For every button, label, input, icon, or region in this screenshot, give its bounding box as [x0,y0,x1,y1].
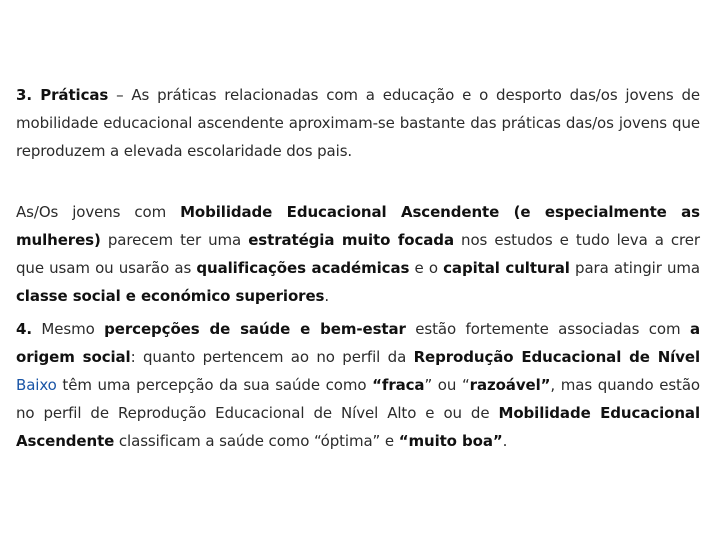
text-run-bold: Reprodução Educacional de Nível [413,348,701,366]
text-run-normal: classificam a saúde como “óptima” e [114,432,399,450]
text-run-normal: parecem ter uma [100,231,249,249]
text-run-bold: 3. Práticas [16,86,109,104]
text-run-normal: para atingir uma [569,259,701,277]
text-run-normal: As/Os jovens com [16,203,181,221]
paragraph-saude [16,315,700,455]
text-run-normal: . [324,287,330,305]
text-run-normal: – As práticas relacionadas com a educação e o desporto das/os jovens de mobilidade educacional ascendente aproximam-se bastante das práticas das/os jovens que reproduzem a elevada escolaridade dos pais. [16,86,700,160]
text-run-bold: “muito boa” [398,432,503,450]
text-run-normal: , mas quando estão no perfil de Reprodução Educacional de Nível Alto e ou de [16,376,700,422]
text-run-normal: : quanto pertencem ao no perfil da [130,348,414,366]
text-run-normal: ” ou “ [424,376,470,394]
text-run-normal: Mesmo [31,320,105,338]
text-run-bold: Mobilidade Educacional Ascendente [16,404,700,450]
text-run-bold: qualificações académicas [196,259,410,277]
text-run-bold: “fraca [372,376,425,394]
text-run-bold: estratégia muito focada [248,231,454,249]
text-run-normal: e o [409,259,444,277]
text-run-bold: classe social e económico superiores [16,287,325,305]
text-run-bold: razoável” [469,376,551,394]
text-run-blue: Baixo [16,376,57,394]
text-run-normal: estão fortemente associadas com [405,320,690,338]
paragraph-mobilidade [16,198,700,310]
text-run-bold: Mobilidade Educacional Ascendente (e especialmente as mulheres) [16,203,700,249]
paragraph-praticas [16,81,700,165]
text-run-bold: a origem social [16,320,700,366]
text-run-normal: têm uma percepção da sua saúde como [56,376,373,394]
text-run-bold: percepções de saúde e bem-estar [104,320,406,338]
text-run-normal: . [502,432,508,450]
text-run-bold: 4. [16,320,32,338]
text-run-bold: capital cultural [443,259,570,277]
text-run-normal: nos estudos e tudo leva a crer que usam ou usarão as [16,231,700,277]
